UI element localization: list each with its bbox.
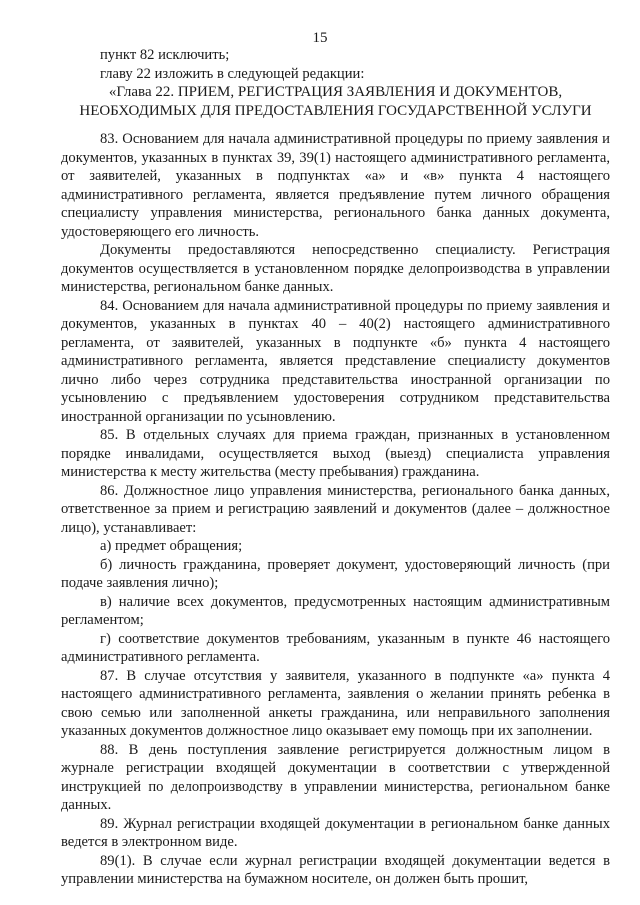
intro-line-2: главу 22 изложить в следующей редакции:	[100, 65, 365, 82]
page-number: 15	[312, 30, 328, 46]
paragraph-89: 89. Журнал регистрации входящей документации в региональном банке данных ведется в электронном виде.	[61, 815, 610, 850]
paragraph-89-1: 89(1). В случае если журнал регистрации входящей документации ведется в управлении министерства на бумажном носителе, он должен быть прошит,	[61, 852, 610, 887]
paragraph-86-g: г) соответствие документов требованиям, указанным в пункте 46 настоящего административного регламента.	[61, 630, 610, 665]
paragraph-86-a: а) предмет обращения;	[100, 538, 243, 554]
paragraph-86-v: в) наличие всех документов, предусмотренных настоящим административным регламентом;	[61, 593, 610, 628]
paragraph-83: 83. Основанием для начала административной процедуры по приему заявления и документов, указанных в пунктах 39, 39(1) настоящего административного регламента, от заявителей, указанных в подпунктах «а» и «в» пункта 4 настоящего административного регламента, является предъявление путем личного обращения специалисту управления министерства, регионального банка данных документа, удостоверяющего его личность.	[61, 131, 610, 240]
paragraph-83-documents: Документы предоставляются непосредственно специалисту. Регистрация документов осуществляется в установленном порядке делопроизводства в управлении министерства, региональном банке данных.	[61, 242, 610, 295]
intro-line-1: пункт 82 исключить;	[100, 47, 230, 63]
paragraph-84: 84. Основанием для начала административной процедуры по приему заявления и документов, указанных в пунктах 40 – 40(2) настоящего административного регламента, от заявителей, указанных в подпункте «б» пункта 4 настоящего административного регламента, является представление специалисту документов лично либо через сотрудника представительства иностранной организации по усыновлению с предъявлением удостоверения сотрудником представительства иностранной организации по усыновлению.	[61, 297, 610, 425]
paragraph-87: 87. В случае отсутствия у заявителя, указанного в подпункте «а» пункта 4 настоящего административного регламента, заявления о желании принять ребенка в свою семью или заполненной анкеты гражданина, или неправильного заполнения указанных документов должностное лицо оказывает ему помощь при их заполнении.	[61, 667, 610, 739]
chapter-title: «Глава 22. ПРИЕМ, РЕГИСТРАЦИЯ ЗАЯВЛЕНИЯ И ДОКУМЕНТОВ, НЕОБХОДИМЫХ ДЛЯ ПРЕДОСТАВЛЕНИЯ ГОСУДАРСТВЕННОЙ УСЛУГИ	[79, 84, 592, 119]
paragraph-88: 88. В день поступления заявление регистрируется должностным лицом в журнале регистрации входящей документации в соответствии с утвержденной инструкцией по делопроизводству в управлении министерства, региональном банке данных.	[61, 741, 610, 813]
paragraph-86-b: б) личность гражданина, проверяет документ, удостоверяющий личность (при подаче заявления лично);	[61, 556, 610, 591]
document-body	[61, 46, 610, 889]
paragraph-85: 85. В отдельных случаях для приема граждан, признанных в установленном порядке инвалидами, осуществляется выход (выезд) специалиста управления министерства к месту жительства (месту пребывания) гражданина.	[61, 427, 610, 480]
paragraph-86: 86. Должностное лицо управления министерства, регионального банка данных, ответственное за прием и регистрацию заявлений и документов (далее – должностное лицо), устанавливает:	[61, 482, 610, 536]
